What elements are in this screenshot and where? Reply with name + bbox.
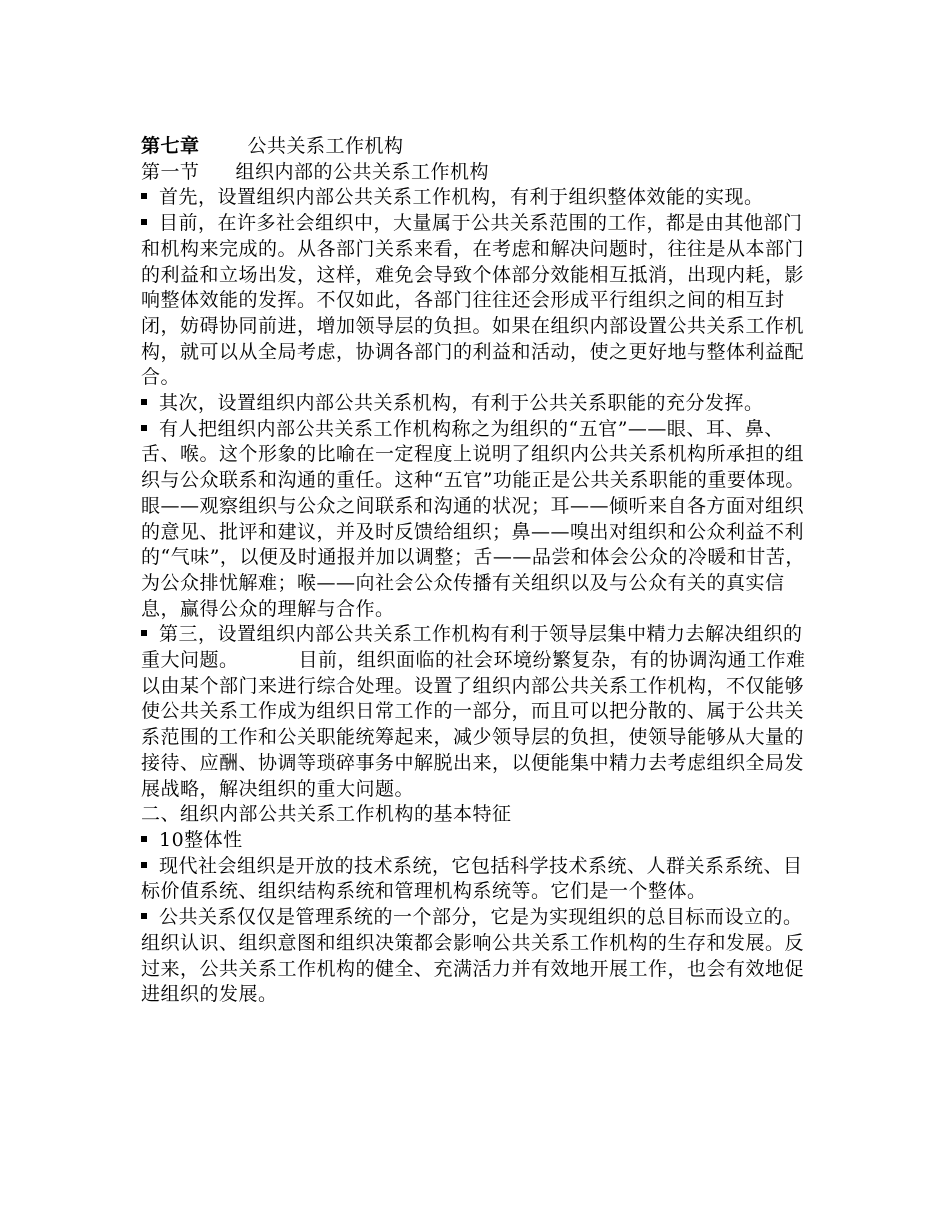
chapter-heading [141, 134, 813, 160]
paragraph-body: 有人把组织内部公共关系工作机构称之为组织的“五官”——眼、耳、鼻、舌、喉。这个形象的比喻在一定程度上说明了组织内公共关系机构所承担的组织与公众联系和沟通的重任。这种“五官”功能正是公共关系职能的重要体现。眼——观察组织与公众之间联系和沟通的状况；耳——倾听来自各方面对组织的意见、批评和建议，并及时反馈给组织；鼻——嗅出对组织和公众利益不利的“气味”，以便及时通报并加以调整；舌——品尝和体会公众的冷暖和甘苦，为公众排忧解难；喉——向社会公众传播有关组织以及与公众有关的真实信息，赢得公众的理解与合作。 [141, 417, 813, 623]
section-title: 组织内部的公共关系工作机构 [235, 160, 490, 183]
feature-heading: 10整体性 [141, 828, 813, 854]
paragraph-body: 公共关系仅仅是管理系统的一个部分，它是为实现组织的总目标而设立的。组织认识、组织意图和组织决策都会影响公共关系工作机构的生存和发展。反过来，公共关系工作机构的健全、充满活力并有效地开展工作，也会有效地促进组织的发展。 [141, 905, 813, 1008]
paragraph-first: 首先，设置组织内部公共关系工作机构，有利于组织整体效能的实现。 [141, 185, 813, 211]
chapter-label: 第七章 [141, 135, 200, 157]
document-page [141, 134, 813, 1008]
paragraph-third: 第三，设置组织内部公共关系工作机构有利于领导层集中精力去解决组织的重大问题。 [141, 623, 803, 672]
chapter-title: 公共关系工作机构 [247, 135, 404, 157]
paragraph-body: 目前，组织面临的社会环境纷繁复杂，有的协调沟通工作难以由某个部门来进行综合处理。设置了组织内部公共关系工作机构，不仅能够使公共关系工作成为组织日常工作的一部分，而且可以把分散的、属于公共关系范围的工作和公关职能统筹起来，减少领导层的负担，使领导能够从大量的接待、应酬、协调等琐碎事务中解脱出来，以便能集中精力去考虑组织全局发展战略，解决组织的重大问题。 [141, 649, 806, 800]
section-label: 第一节 [141, 160, 200, 183]
paragraph-second: 其次，设置组织内部公共关系机构，有利于公共关系职能的充分发挥。 [141, 391, 813, 417]
section-heading [141, 160, 813, 186]
subsection-heading: 二、组织内部公共关系工作机构的基本特征 [141, 803, 512, 826]
paragraph-body: 现代社会组织是开放的技术系统，它包括科学技术系统、人群关系系统、目标价值系统、组织结构系统和管理机构系统等。它们是一个整体。 [141, 854, 813, 905]
paragraph-body: 目前，在许多社会组织中，大量属于公共关系范围的工作，都是由其他部门和机构来完成的。从各部门关系来看，在考虑和解决问题时，往往是从本部门的利益和立场出发，这样，难免会导致个体部分效能相互抵消，出现内耗，影响整体效能的发挥。不仅如此，各部门往往还会形成平行组织之间的相互封闭，妨碍协同前进，增加领导层的负担。如果在组织内部设置公共关系工作机构，就可以从全局考虑，协调各部门的利益和活动，使之更好地与整体利益配合。 [141, 211, 813, 391]
